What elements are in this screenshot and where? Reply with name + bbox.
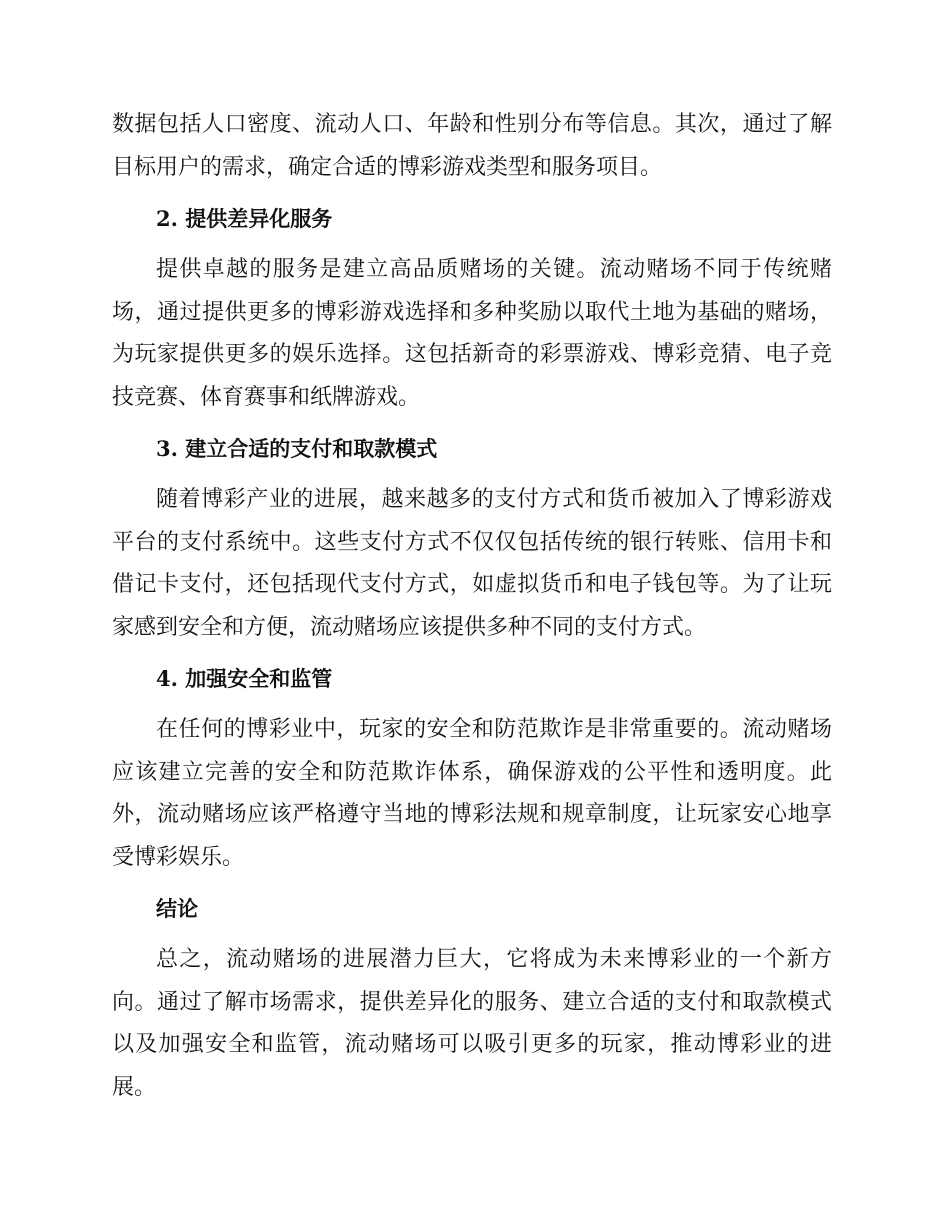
section-heading-differentiated-service: 2. 提供差异化服务 — [156, 206, 333, 231]
paragraph-intro-continuation: 数据包括人口密度、流动人口、年龄和性别分布等信息。其次，通过了解目标用户的需求，确定合适的博彩游戏类型和服务项目。 — [112, 112, 832, 180]
paragraph-conclusion: 总之，流动赌场的进展潜力巨大，它将成为未来博彩业的一个新方向。通过了解市场需求，提供差异化的服务、建立合适的支付和取款模式以及加强安全和监管，流动赌场可以吸引更多的玩家，推动博彩业的进展。 — [112, 947, 832, 1100]
section-heading-security-regulation: 4. 加强安全和监管 — [156, 666, 333, 691]
paragraph-differentiated-service: 提供卓越的服务是建立高品质赌场的关键。流动赌场不同于传统赌场，通过提供更多的博彩游戏选择和多种奖励以取代土地为基础的赌场，为玩家提供更多的娱乐选择。这包括新奇的彩票游戏、博彩竞猜、电子竞技竞赛、体育赛事和纸牌游戏。 — [112, 257, 832, 410]
section-heading-payment-withdrawal: 3. 建立合适的支付和取款模式 — [156, 436, 438, 461]
paragraph-payment-withdrawal: 随着博彩产业的进展，越来越多的支付方式和货币被加入了博彩游戏平台的支付系统中。这些支付方式不仅仅包括传统的银行转账、信用卡和借记卡支付，还包括现代支付方式，如虚拟货币和电子钱包等。为了让玩家感到安全和方便，流动赌场应该提供多种不同的支付方式。 — [112, 487, 832, 640]
document-page — [112, 104, 832, 1109]
section-heading-conclusion: 结论 — [156, 896, 198, 921]
paragraph-security-regulation: 在任何的博彩业中，玩家的安全和防范欺诈是非常重要的。流动赌场应该建立完善的安全和防范欺诈体系，确保游戏的公平性和透明度。此外，流动赌场应该严格遵守当地的博彩法规和规章制度，让玩家安心地享受博彩娱乐。 — [112, 717, 832, 870]
